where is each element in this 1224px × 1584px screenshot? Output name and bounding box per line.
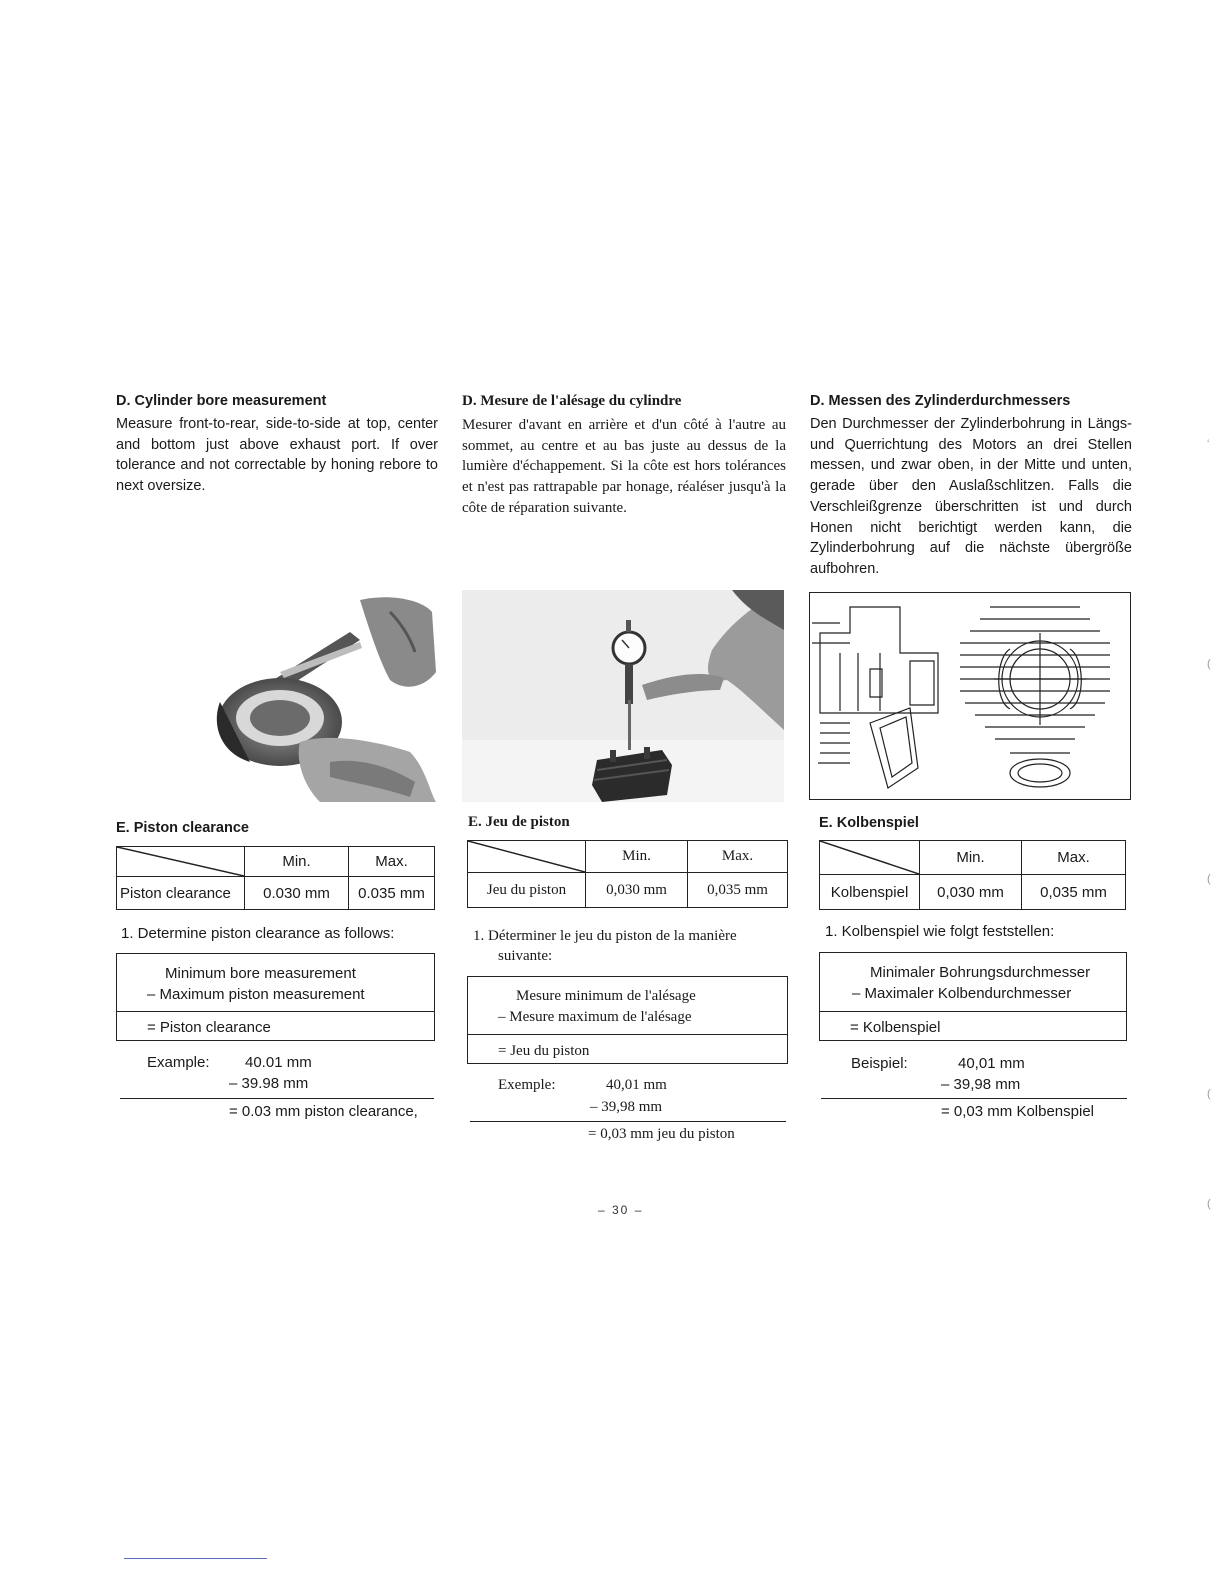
english-formula-line1: Minimum bore measurement: [165, 965, 356, 982]
german-example-label: Beispiel:: [851, 1055, 908, 1072]
german-example-result: = 0,03 mm Kolbenspiel: [941, 1103, 1095, 1120]
french-table-min-value: 0,030 mm: [586, 873, 688, 908]
german-table-min-value: 0,030 mm: [920, 875, 1022, 910]
english-table-corner: [117, 847, 245, 877]
french-step-line1: 1. Déterminer le jeu du piston de la manière: [473, 928, 737, 944]
french-formula-result: = Jeu du piston: [498, 1043, 590, 1059]
english-table-row-label: Piston clearance: [117, 877, 245, 910]
german-example-value2: – 39,98 mm: [941, 1076, 1021, 1093]
english-paragraph-cylinder-bore: Measure front-to-rear, side-to-side at top, center and bottom just above exhaust port. If over tolerance and not correctable by honing rebore to next oversize.: [116, 416, 438, 495]
french-heading-cylinder-bore: D. Mesure de l'alésage du cylindre: [462, 393, 682, 409]
photo-piston-measurement: [210, 592, 436, 802]
english-table-min-header: Min.: [245, 847, 349, 877]
german-table-max-value: 0,035 mm: [1022, 875, 1126, 910]
page-number: – 30 –: [598, 1203, 644, 1217]
scan-edge-mark: (: [1207, 658, 1211, 670]
german-example-divider: [821, 1098, 1127, 1099]
french-step-1: [473, 926, 737, 966]
english-formula-box: [116, 953, 435, 1041]
english-table-min-value: 0.030 mm: [245, 877, 349, 910]
french-example-label: Exemple:: [498, 1077, 556, 1093]
german-section-e-title: E. Kolbenspiel: [819, 815, 919, 831]
german-heading-cylinder-bore: D. Messen des Zylinderdurchmessers: [810, 393, 1071, 409]
french-formula-box: [467, 976, 788, 1064]
english-formula-line2: – Maximum piston measurement: [147, 986, 365, 1003]
english-table-max-value: 0.035 mm: [349, 877, 435, 910]
french-piston-clearance-table: [467, 840, 788, 908]
french-step-line2: suivante:: [498, 948, 553, 964]
english-table-max-header: Max.: [349, 847, 435, 877]
french-section-e-title: E. Jeu de piston: [468, 814, 570, 830]
german-paragraph-cylinder-bore: Den Durchmesser der Zylinderbohrung in Längs- und Querrichtung des Motors an drei Stellen messen, und zwar oben, in der Mitte und unten, gerade über den Auslaßschlitzen. Falls die Verschleißgrenze überschritten ist und durch Honen nicht berichtigt werden kann, die Zylinderbohrung auf die nächste übergröße aufbohren.: [810, 416, 1132, 577]
english-section-e-title: E. Piston clearance: [116, 820, 249, 836]
german-table-corner: [820, 841, 920, 875]
english-column: [116, 393, 438, 497]
german-column: [810, 393, 1132, 580]
french-example-value1: 40,01 mm: [606, 1077, 667, 1093]
french-table-min-header: Min.: [586, 841, 688, 873]
english-example-value1: 40.01 mm: [245, 1054, 312, 1071]
french-table-max-value: 0,035 mm: [688, 873, 788, 908]
french-table-row-label: Jeu du piston: [468, 873, 586, 908]
english-example-divider: [120, 1098, 434, 1099]
french-paragraph-cylinder-bore: Mesurer d'avant en arrière et d'un côté à l'autre au sommet, au centre et au bas juste au dessus de la lumière d'échappement. Si la côte est hors tolérances et n'est pas rattrapable par honage, réaléser jusqu'à la côte de réparation suivante.: [462, 417, 786, 516]
english-example-label: Example:: [147, 1054, 210, 1071]
german-table-max-header: Max.: [1022, 841, 1126, 875]
french-example-result: = 0,03 mm jeu du piston: [588, 1126, 735, 1142]
english-piston-clearance-table: [116, 846, 435, 910]
french-column: [462, 393, 786, 519]
scan-edge-mark: (: [1207, 1198, 1211, 1210]
photo-bore-gauge: [462, 590, 784, 802]
german-step-1: 1. Kolbenspiel wie folgt feststellen:: [825, 923, 1055, 940]
german-example-value1: 40,01 mm: [958, 1055, 1025, 1072]
french-formula-line1: Mesure minimum de l'alésage: [516, 988, 696, 1004]
diagram-cylinder-cross-section: [809, 592, 1131, 800]
french-table-max-header: Max.: [688, 841, 788, 873]
english-formula-result: = Piston clearance: [147, 1019, 271, 1036]
scan-edge-mark: ‘: [1207, 438, 1210, 450]
german-piston-clearance-table: [819, 840, 1126, 910]
german-table-row-label: Kolbenspiel: [820, 875, 920, 910]
german-formula-box: [819, 952, 1127, 1041]
scan-edge-mark: (: [1207, 1088, 1211, 1100]
french-formula-line2: – Mesure maximum de l'alésage: [498, 1009, 692, 1025]
german-formula-line1: Minimaler Bohrungsdurchmesser: [870, 964, 1091, 981]
english-example-result: = 0.03 mm piston clearance,: [229, 1103, 418, 1120]
scan-edge-mark: (: [1207, 873, 1211, 885]
french-example-divider: [470, 1121, 786, 1122]
footer-link-rule: [124, 1558, 267, 1559]
french-example-value2: – 39,98 mm: [590, 1099, 663, 1115]
english-example-value2: – 39.98 mm: [229, 1075, 309, 1092]
english-step-1: 1. Determine piston clearance as follows:: [121, 925, 395, 942]
german-formula-result: = Kolbenspiel: [850, 1019, 941, 1036]
english-heading-cylinder-bore: D. Cylinder bore measurement: [116, 393, 327, 409]
french-table-corner: [468, 841, 586, 873]
german-table-min-header: Min.: [920, 841, 1022, 875]
german-formula-line2: – Maximaler Kolbendurchmesser: [852, 985, 1072, 1002]
